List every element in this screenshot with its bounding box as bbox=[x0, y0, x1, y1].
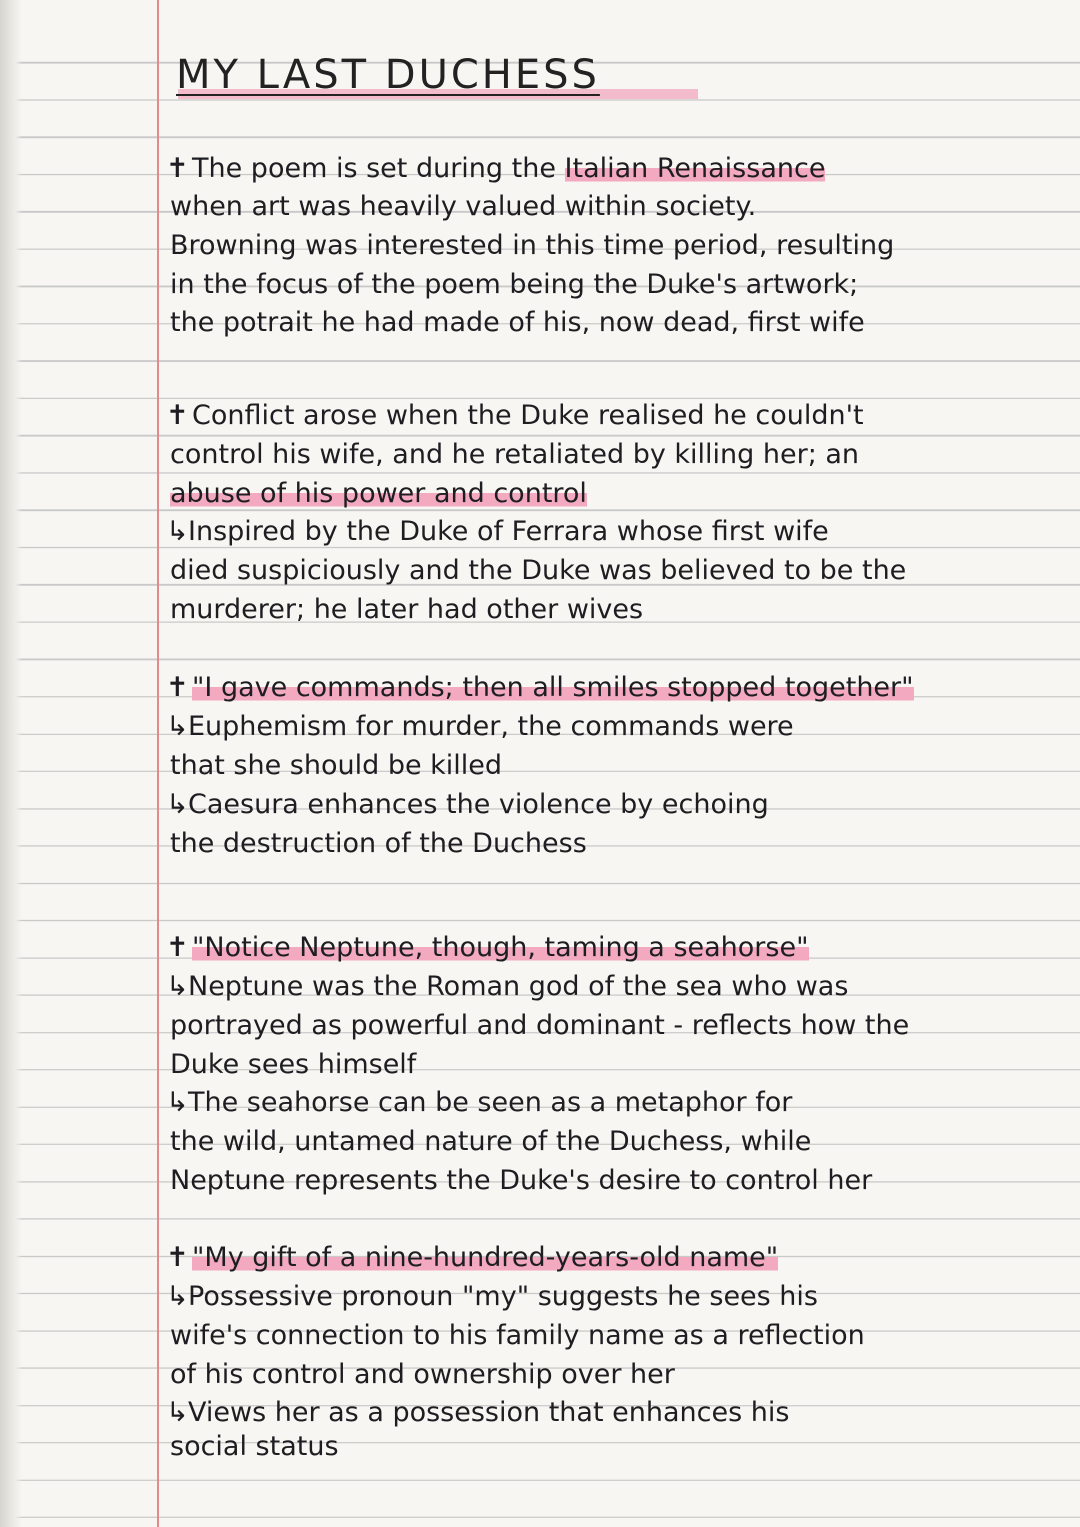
note-text: the destruction of the Duchess bbox=[170, 828, 587, 859]
note-line bbox=[170, 304, 865, 341]
sub-point-arrow-icon: ↳ bbox=[166, 971, 189, 1002]
highlighted-text: "I gave commands; then all smiles stopped together" bbox=[192, 672, 914, 703]
bullet-star-icon: ✝ bbox=[166, 672, 189, 703]
page-binding-edge bbox=[0, 0, 22, 1527]
note-line bbox=[166, 1394, 789, 1431]
bullet-star-icon: ✝ bbox=[166, 153, 189, 184]
note-text: died suspiciously and the Duke was believed to be the bbox=[170, 555, 907, 586]
note-text: Caesura enhances the violence by echoing bbox=[188, 789, 769, 820]
sub-point-arrow-icon: ↳ bbox=[166, 1087, 189, 1118]
note-text: of his control and ownership over her bbox=[170, 1359, 675, 1390]
note-text: wife's connection to his family name as a reflection bbox=[170, 1320, 865, 1351]
highlighted-text: Italian Renaissance bbox=[564, 153, 826, 184]
margin-line bbox=[157, 0, 159, 1527]
note-line bbox=[166, 786, 769, 823]
note-text: portrayed as powerful and dominant - reflects how the bbox=[170, 1010, 910, 1041]
note-line bbox=[170, 1162, 872, 1199]
note-text: that she should be killed bbox=[170, 750, 503, 781]
note-line bbox=[170, 747, 502, 784]
note-line bbox=[166, 669, 914, 706]
note-line bbox=[170, 1123, 811, 1160]
note-line bbox=[170, 188, 756, 225]
note-line bbox=[166, 1084, 792, 1121]
note-text: Conflict arose when the Duke realised he couldn't bbox=[192, 400, 864, 431]
note-line bbox=[170, 266, 858, 303]
note-line bbox=[170, 552, 906, 589]
note-line bbox=[170, 1007, 909, 1044]
note-line bbox=[166, 150, 825, 187]
note-line bbox=[170, 475, 587, 512]
note-line bbox=[170, 1046, 416, 1083]
note-line bbox=[166, 929, 809, 966]
bullet-star-icon: ✝ bbox=[166, 932, 189, 963]
note-line bbox=[170, 227, 894, 264]
sub-point-arrow-icon: ↳ bbox=[166, 516, 189, 547]
sub-point-arrow-icon: ↳ bbox=[166, 1397, 189, 1428]
note-line bbox=[166, 968, 848, 1005]
note-line bbox=[166, 1278, 818, 1315]
note-text: Browning was interested in this time period, resulting bbox=[170, 230, 895, 261]
note-text: when art was heavily valued within society. bbox=[170, 191, 757, 222]
note-text: social status bbox=[170, 1431, 339, 1462]
note-line bbox=[166, 1239, 778, 1276]
note-line bbox=[170, 436, 859, 473]
bullet-star-icon: ✝ bbox=[166, 400, 189, 431]
highlighted-text: abuse of his power and control bbox=[170, 478, 587, 509]
note-line bbox=[170, 1317, 865, 1354]
note-line bbox=[170, 825, 587, 862]
note-text: Duke sees himself bbox=[170, 1049, 417, 1080]
note-text: Views her as a possession that enhances his bbox=[188, 1397, 790, 1428]
note-text: The poem is set during the bbox=[192, 153, 565, 184]
sub-point-arrow-icon: ↳ bbox=[166, 1281, 189, 1312]
note-line bbox=[166, 397, 864, 434]
note-text: Neptune represents the Duke's desire to control her bbox=[170, 1165, 873, 1196]
note-line bbox=[170, 1356, 675, 1393]
note-text: Neptune was the Roman god of the sea who was bbox=[188, 971, 849, 1002]
note-line bbox=[170, 1428, 339, 1465]
note-text: Possessive pronoun "my" suggests he sees his bbox=[188, 1281, 818, 1312]
note-line bbox=[170, 591, 643, 628]
bullet-star-icon: ✝ bbox=[166, 1242, 189, 1273]
note-text: Euphemism for murder, the commands were bbox=[188, 711, 794, 742]
note-text: the wild, untamed nature of the Duchess, while bbox=[170, 1126, 812, 1157]
note-text: the potrait he had made of his, now dead, first wife bbox=[170, 307, 865, 338]
note-line bbox=[166, 708, 794, 745]
note-line bbox=[166, 513, 829, 550]
note-text: control his wife, and he retaliated by killing her; an bbox=[170, 439, 860, 470]
highlighted-text: "My gift of a nine-hundred-years-old name" bbox=[192, 1242, 779, 1273]
sub-point-arrow-icon: ↳ bbox=[166, 789, 189, 820]
note-text: in the focus of the poem being the Duke's artwork; bbox=[170, 269, 859, 300]
sub-point-arrow-icon: ↳ bbox=[166, 711, 189, 742]
note-text: Inspired by the Duke of Ferrara whose first wife bbox=[188, 516, 829, 547]
page-title: MY LAST DUCHESS bbox=[176, 52, 600, 98]
note-text: murderer; he later had other wives bbox=[170, 594, 644, 625]
highlighted-text: "Notice Neptune, though, taming a seahorse" bbox=[192, 932, 809, 963]
note-text: The seahorse can be seen as a metaphor for bbox=[188, 1087, 793, 1118]
